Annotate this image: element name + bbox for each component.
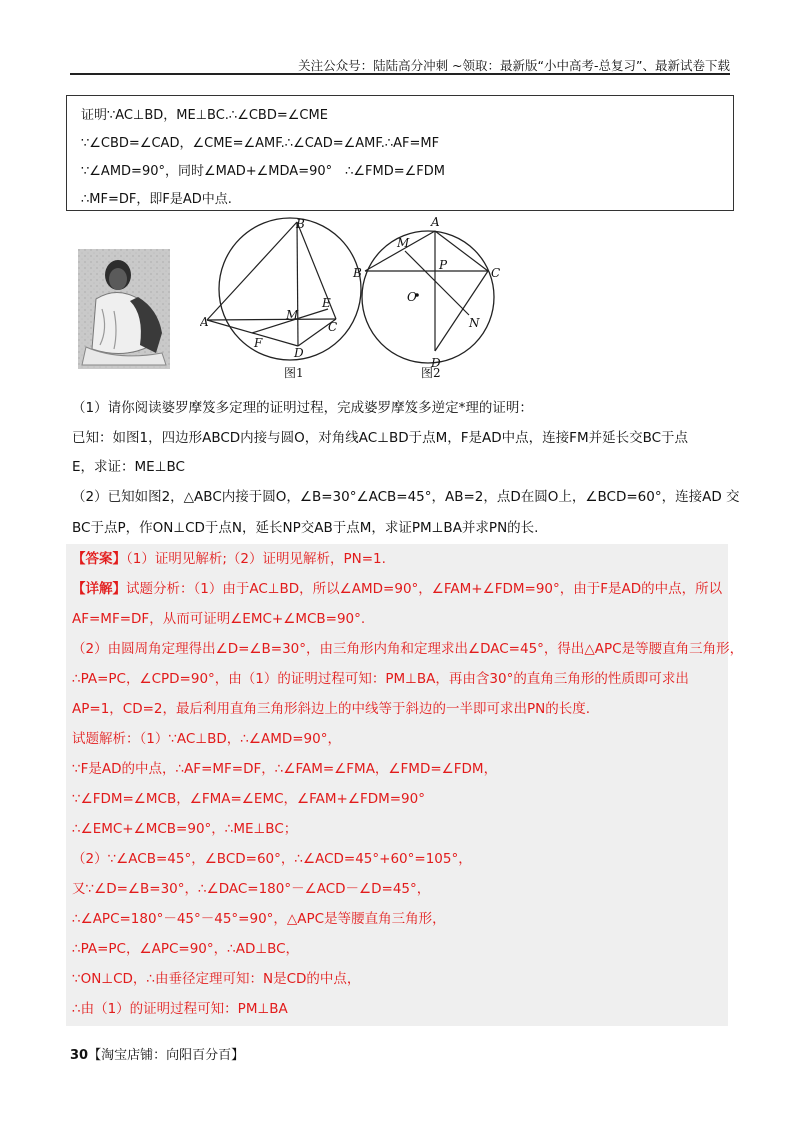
detail-line: 又∵∠D=∠B=30°，∴∠DAC=180°－∠ACD－∠D=45°， — [72, 881, 431, 897]
fig1-label-F: F — [254, 336, 263, 350]
fig2-caption: 图2 — [421, 366, 441, 380]
detail-line: AF=MF=DF，从而可证明∠EMC+∠MCB=90°. — [72, 611, 366, 627]
detail-text: 试题分析：（1）由于AC⊥BD，所以∠AMD=90°，∠FAM+∠FDM=90°，由于F是AD的中点，所以 — [126, 581, 723, 597]
answer-block — [72, 544, 744, 1024]
question-line: （2）已知如图2，△ABC内接于圆O，∠B=30°∠ACB=45°，AB=2，点D在圆O上，∠BCD=60°，连接AD 交 — [72, 489, 740, 505]
detail-line: ∵∠FDM=∠MCB，∠FMA=∠EMC，∠FAM+∠FDM=90° — [72, 791, 425, 807]
fig2-label-D: D — [431, 356, 441, 370]
detail-line: ∴∠EMC+∠MCB=90°，∴ME⊥BC； — [72, 821, 298, 837]
fig2-label-B: B — [353, 266, 362, 280]
question-line: E，求证：ME⊥BC — [72, 459, 185, 475]
detail-line: ∵ON⊥CD，∴由垂径定理可知：N是CD的中点， — [72, 971, 361, 987]
answer-line — [72, 544, 728, 574]
fig2-label-M: M — [397, 236, 410, 250]
figures-row — [70, 215, 730, 385]
page-header: 关注公众号：陆陆高分冲刺 ~领取：最新版“小中高考-总复习”、最新试卷下载 — [298, 58, 730, 73]
answer-text: （1）证明见解析;（2）证明见解析，PN=1. — [126, 551, 386, 567]
fig2-label-P: P — [439, 258, 448, 272]
fig2-label-C: C — [491, 266, 501, 280]
detail-line: ∴由（1）的证明过程可知：PM⊥BA — [72, 1001, 288, 1017]
detail-line: （2）∵∠ACB=45°，∠BCD=60°，∴∠ACD=45°+60°=105°， — [72, 851, 472, 867]
fig2-label-A: A — [431, 215, 440, 229]
fig1-caption: 图1 — [284, 366, 304, 380]
proof-line: 证明∵AC⊥BD，ME⊥BC.∴∠CBD=∠CME — [81, 108, 328, 123]
figure-2-diagram — [345, 215, 525, 385]
fig1-label-A: A — [200, 315, 209, 329]
answer-label: 【答案】 — [72, 551, 126, 567]
fig2-label-O: O — [407, 290, 417, 304]
detail-line — [72, 574, 728, 604]
detail-line: （2）由圆周角定理得出∠D=∠B=30°，由三角形内角和定理求出∠DAC=45°，得出△APC是等腰直角三角形， — [72, 641, 744, 657]
detail-line: ∵F是AD的中点，∴AF=MF=DF，∴∠FAM=∠FMA，∠FMD=∠FDM， — [72, 761, 498, 777]
detail-line: ∴∠APC=180°－45°－45°=90°，△APC是等腰直角三角形， — [72, 911, 446, 927]
fig1-label-E: E — [322, 296, 331, 310]
fig1-label-B: B — [296, 217, 305, 231]
question-line: BC于点P，作ON⊥CD于点N，延长NP交AB于点M，求证PM⊥BA并求PN的长. — [72, 520, 539, 536]
shop-name: 【淘宝店铺：向阳百分百】 — [88, 1048, 245, 1063]
page-number: 30 — [70, 1048, 89, 1063]
detail-line: AP=1，CD=2，最后利用直角三角形斜边上的中线等于斜边的一半即可求出PN的长度. — [72, 701, 591, 717]
question-line: 已知：如图1，四边形ABCD内接与圆O，对角线AC⊥BD于点M，F是AD中点，连接FM并延长交BC于点 — [72, 430, 689, 446]
question-block — [72, 393, 740, 543]
mathematician-portrait — [78, 249, 170, 369]
proof-line: ∴MF=DF，即F是AD中点. — [81, 192, 232, 207]
detail-label: 【详解】 — [72, 581, 126, 597]
detail-line: 试题解析：（1）∵AC⊥BD，∴∠AMD=90°， — [72, 731, 341, 747]
detail-line: ∴PA=PC，∠APC=90°，∴AD⊥BC， — [72, 941, 300, 957]
page-footer — [70, 1044, 244, 1063]
fig1-label-C: C — [328, 320, 338, 334]
question-line: （1）请你阅读婆罗摩笈多定理的证明过程，完成婆罗摩笈多逆定*理的证明： — [72, 400, 533, 416]
fig2-label-N: N — [469, 316, 480, 330]
proof-box — [66, 95, 734, 211]
header-rule — [70, 73, 730, 75]
proof-line: ∵∠AMD=90°，同时∠MAD+∠MDA=90° ∴∠FMD=∠FDM — [81, 164, 446, 179]
fig1-label-M: M — [286, 308, 299, 322]
detail-line: ∴PA=PC，∠CPD=90°，由（1）的证明过程可知：PM⊥BA，再由含30°的直角三角形的性质即可求出 — [72, 671, 689, 687]
fig1-label-D: D — [294, 346, 304, 360]
proof-line: ∵∠CBD=∠CAD，∠CME=∠AMF.∴∠CAD=∠AMF.∴AF=MF — [81, 136, 440, 151]
